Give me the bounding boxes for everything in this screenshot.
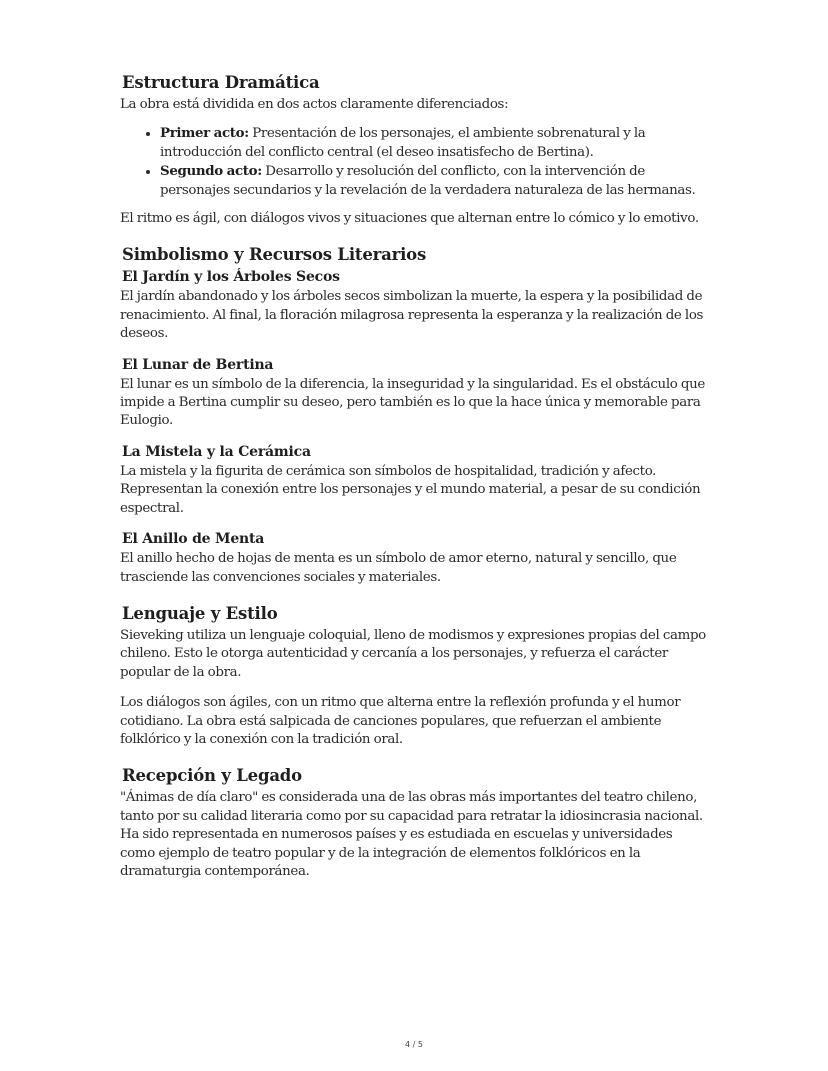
subsection-text: La mistela y la figurita de cerámica son símbolos de hospitalidad, tradición y afecto. Representan la conexión entre los personajes y el mundo material, a pesar de su condición espectral. xyxy=(120,463,701,516)
subsection-title: El Lunar de Bertina xyxy=(122,356,274,373)
lenguaje-paragraph: Sieveking utiliza un lenguaje coloquial, lleno de modismos y expresiones propias del campo chileno. Esto le otorga autenticidad y cercanía a los personajes, y refuerza el carácter popular de la obra. xyxy=(120,627,706,680)
list-item-text: Presentación de los personajes, el ambiente sobrenatural y la introducción del conflicto central (el deseo insatisfecho de Bertina). xyxy=(160,126,646,160)
list-item-label: Segundo acto: xyxy=(160,163,262,180)
section-title-lenguaje: Lenguaje y Estilo xyxy=(122,603,278,623)
subsection-title: El Anillo de Menta xyxy=(122,531,265,548)
subsection-text: El jardín abandonado y los árboles secos simbolizan la muerte, la espera y la posibilidad de renacimiento. Al final, la floración milagrosa representa la esperanza y la realización de los deseos. xyxy=(120,289,704,342)
list-item xyxy=(160,162,710,200)
lenguaje-paragraph: Los diálogos son ágiles, con un ritmo que alterna entre la reflexión profunda y el humor cotidiano. La obra está salpicada de canciones populares, que refuerzan el ambiente folklórico y la conexión con la tradición oral. xyxy=(120,695,681,747)
estructura-intro: La obra está dividida en dos actos claramente diferenciados: xyxy=(120,97,509,112)
subsection-title: La Mistela y la Cerámica xyxy=(122,443,311,460)
subsection-title: El Jardín y los Árboles Secos xyxy=(122,269,340,286)
section-title-simbolismo: Simbolismo y Recursos Literarios xyxy=(122,245,427,265)
subsection-text: El anillo hecho de hojas de menta es un símbolo de amor eterno, natural y sencillo, que trasciende las convenciones sociales y materiales. xyxy=(120,551,677,585)
list-item xyxy=(160,124,710,162)
document-page xyxy=(120,72,710,881)
list-item-text: Desarrollo y resolución del conflicto, con la intervención de personajes secundarios y la revelación de la verdadera naturaleza de las hermanas. xyxy=(160,164,696,198)
list-item-label: Primer acto: xyxy=(160,125,249,142)
estructura-closing: El ritmo es ágil, con diálogos vivos y situaciones que alternan entre lo cómico y lo emotivo. xyxy=(120,211,699,227)
recepcion-paragraph: "Ánimas de día claro" es considerada una de las obras más importantes del teatro chileno, tanto por su calidad literaria como por su capacidad para retratar la idiosincrasia nacional. Ha sido representada en numerosos países y es estudiada en escuelas y universidades como ejemplo de teatro popular y de la integración de elementos folklóricos en la dramaturgia contemporánea. xyxy=(120,790,703,879)
actos-list xyxy=(120,124,710,200)
page-number: 4 / 5 xyxy=(405,1040,423,1049)
subsection-text: El lunar es un símbolo de la diferencia, la inseguridad y la singularidad. Es el obstáculo que impide a Bertina cumplir su deseo, pero también es lo que la hace única y memorable para Eulogio. xyxy=(120,376,705,429)
section-title-estructura: Estructura Dramática xyxy=(122,73,320,92)
section-title-recepcion: Recepción y Legado xyxy=(122,766,302,786)
